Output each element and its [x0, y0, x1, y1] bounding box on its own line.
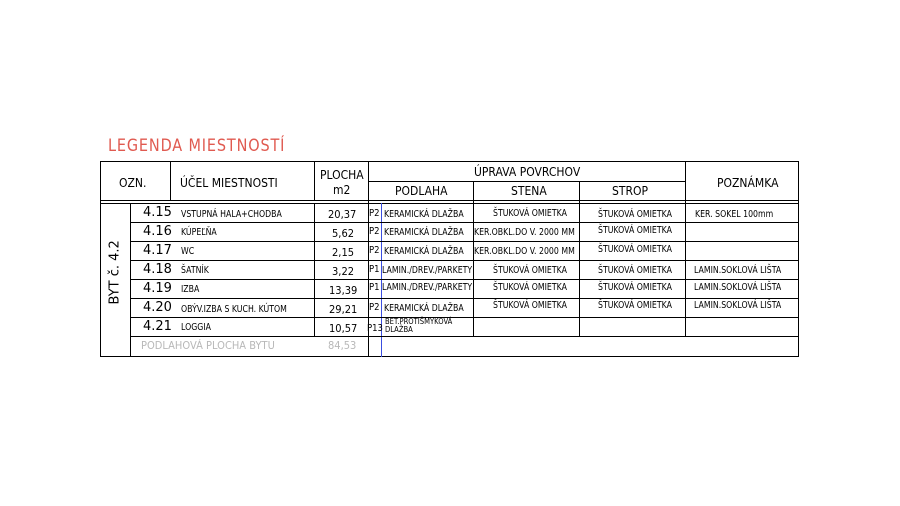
row-code: P1 [369, 264, 380, 275]
row-podlaha-line2: DLAŽBA [385, 325, 413, 334]
row-plocha: 10,57 [329, 322, 358, 335]
header-strop: STROP [612, 184, 648, 198]
header-poznamka: POZNÁMKA [717, 176, 779, 190]
row-podlaha: KERAMICKÁ DLAŽBA [384, 246, 464, 257]
row-podlaha: LAMIN./DREV./PARKETY [382, 282, 473, 293]
header-ozn: OZN. [119, 176, 147, 190]
row-code: P1 [369, 282, 380, 293]
row-ozn: 4.19 [143, 281, 172, 296]
row-code: P13 [367, 323, 383, 334]
row-code: P2 [369, 208, 380, 219]
col-divider-group [130, 203, 131, 357]
header-sub-divider [368, 181, 685, 182]
row-poznamka: LAMIN.SOKLOVÁ LIŠTA [694, 300, 782, 311]
row-line [130, 298, 799, 299]
legend-title: LEGENDA MIESTNOSTÍ [108, 136, 286, 156]
total-label: PODLAHOVÁ PLOCHA BYTU [141, 339, 275, 352]
row-stena: ŠTUKOVÁ OMIETKA [493, 265, 567, 276]
row-plocha: 13,39 [329, 284, 358, 297]
row-ucel: WC [181, 246, 195, 257]
room-legend-table [100, 161, 799, 357]
table-border-left [100, 161, 101, 357]
row-line [130, 317, 799, 318]
row-strop: ŠTUKOVÁ OMIETKA [598, 209, 672, 220]
row-podlaha: KERAMICKÁ DLAŽBA [384, 209, 464, 220]
row-line [130, 279, 799, 280]
row-code: P2 [369, 226, 380, 237]
row-ucel: LOGGIA [181, 322, 211, 333]
group-label: BYT č. 4.2 [107, 240, 123, 305]
header-col-divider [314, 161, 315, 201]
row-ucel: VSTUPNÁ HALA+CHODBA [181, 209, 282, 220]
row-stena: ŠTUKOVÁ OMIETKA [493, 208, 567, 219]
row-strop: ŠTUKOVÁ OMIETKA [598, 300, 672, 311]
row-podlaha-line1: BET.PROTIŠMYKOVÁ [385, 317, 453, 326]
row-ozn: 4.16 [143, 224, 172, 239]
row-poznamka: LAMIN.SOKLOVÁ LIŠTA [694, 265, 782, 276]
row-strop: ŠTUKOVÁ OMIETKA [598, 225, 672, 236]
row-ozn: 4.20 [143, 300, 172, 315]
row-ozn: 4.17 [143, 243, 172, 258]
row-poznamka: LAMIN.SOKLOVÁ LIŠTA [694, 282, 782, 293]
row-ozn: 4.21 [143, 319, 172, 334]
col-divider-strop [685, 161, 686, 337]
row-podlaha: KERAMICKÁ DLAŽBA [384, 303, 464, 314]
header-uprava: ÚPRAVA POVRCHOV [474, 165, 581, 179]
table-border-bottom [100, 356, 799, 357]
row-code: P2 [369, 302, 380, 313]
header-bottom-line [100, 200, 799, 201]
header-podlaha: PODLAHA [395, 184, 448, 198]
row-podlaha: KERAMICKÁ DLAŽBA [384, 227, 464, 238]
row-ucel: OBÝV.IZBA S KUCH. KÚTOM [181, 304, 287, 315]
row-ucel: ŠATNÍK [181, 265, 209, 276]
row-strop: ŠTUKOVÁ OMIETKA [598, 265, 672, 276]
row-ozn: 4.15 [143, 205, 172, 220]
row-line [130, 241, 799, 242]
row-stena: ŠTUKOVÁ OMIETKA [493, 300, 567, 311]
row-ozn: 4.18 [143, 262, 172, 277]
col-divider-stena [579, 181, 580, 337]
row-ucel: KÚPEĽŇA [181, 227, 217, 238]
row-plocha: 2,15 [332, 246, 355, 259]
row-plocha: 5,62 [332, 227, 355, 240]
row-plocha: 3,22 [332, 265, 355, 278]
header-bottom-line-2 [100, 203, 799, 204]
row-line [130, 336, 799, 337]
total-value: 84,53 [328, 339, 357, 352]
row-stena: KER.OBKL.DO V. 2000 MM [474, 227, 575, 238]
header-plocha-unit: m2 [333, 183, 351, 197]
row-plocha: 29,21 [329, 303, 358, 316]
row-stena: ŠTUKOVÁ OMIETKA [493, 282, 567, 293]
row-poznamka: KER. SOKEL 100mm [695, 209, 774, 220]
header-stena: STENA [511, 184, 547, 198]
row-code: P2 [369, 245, 380, 256]
header-ucel: ÚČEL MIESTNOSTI [180, 176, 278, 190]
table-border-right [798, 161, 799, 357]
header-plocha: PLOCHA [320, 168, 364, 182]
header-col-divider [170, 161, 171, 201]
row-podlaha: LAMIN./DREV./PARKETY [382, 265, 473, 276]
row-plocha: 20,37 [328, 208, 357, 221]
row-strop: ŠTUKOVÁ OMIETKA [598, 282, 672, 293]
col-divider-podlaha [473, 181, 474, 337]
row-stena: KER.OBKL.DO V. 2000 MM [474, 246, 575, 257]
row-line [130, 260, 799, 261]
row-strop: ŠTUKOVÁ OMIETKA [598, 244, 672, 255]
row-ucel: IZBA [181, 284, 200, 295]
row-line [130, 222, 799, 223]
table-border-top [100, 161, 799, 162]
